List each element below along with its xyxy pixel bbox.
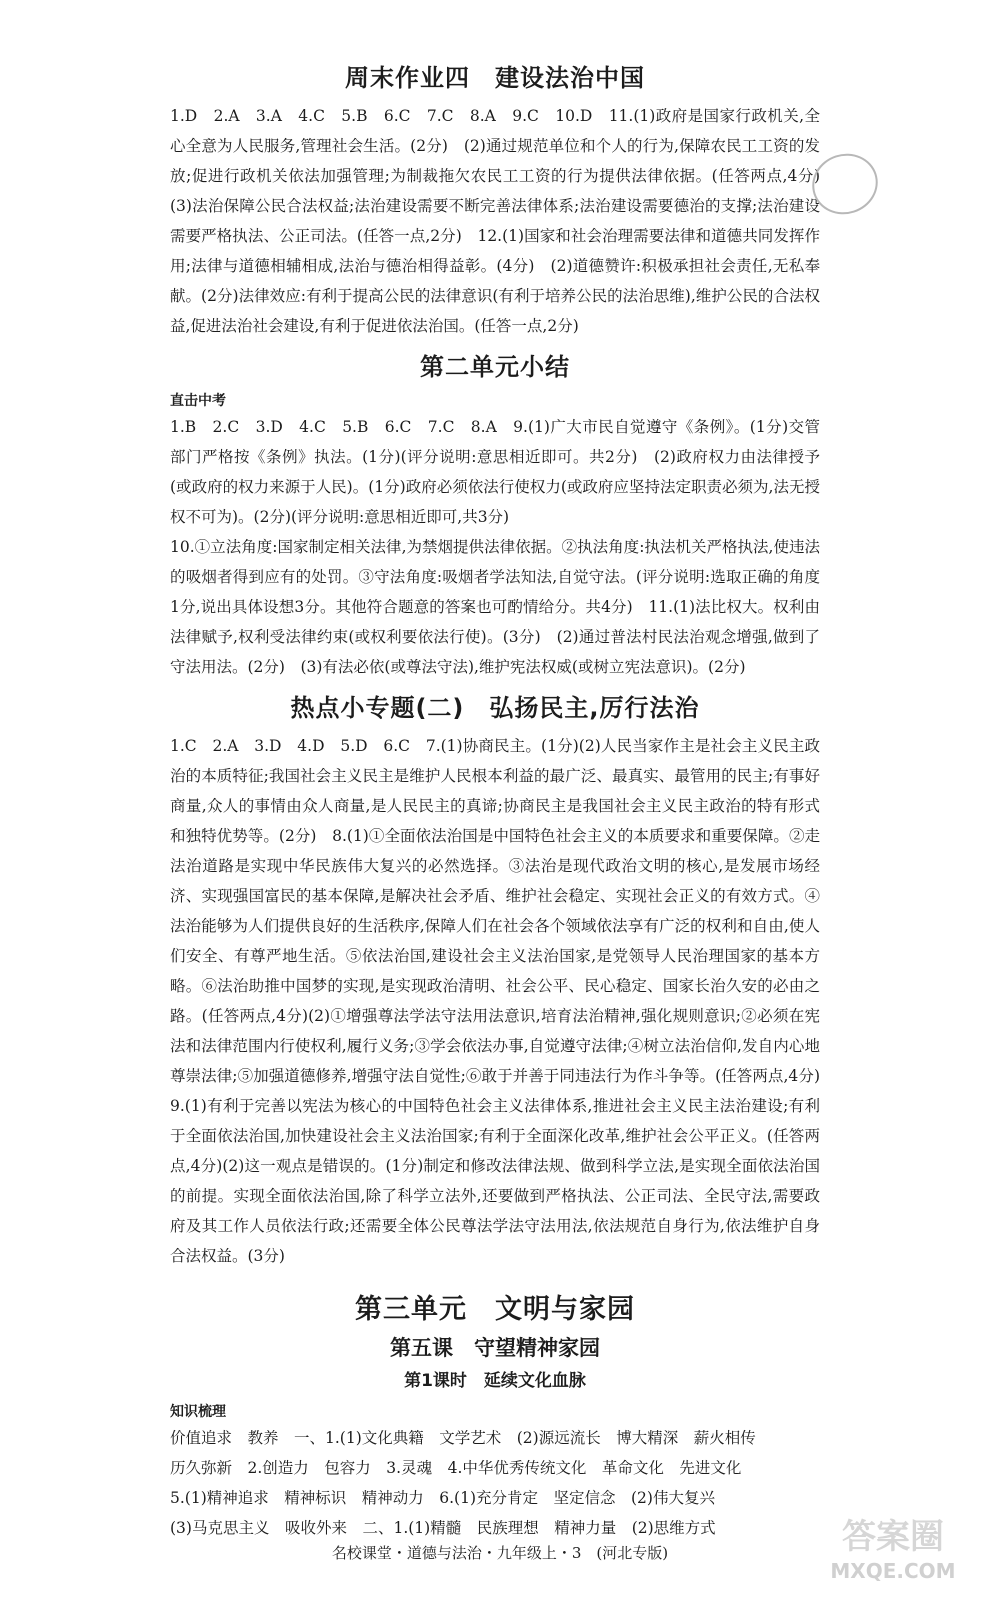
section-body-unit-2-summary-cont: 10.①立法角度:国家制定相关法律,为禁烟提供法律依据。②执法角度:执法机关严格执法,使违法的吸烟者得到应有的处罚。③守法角度:吸烟者学法知法,自觉守法。(评分说明:选取正确的角度1分,说出具体设想3分。其他符合题意的答案也可酌情给分。共4分) 11.(1)法比权大。权利由法律赋予,权利受法律约束(或权利要依法行使)。(3分) (2)通过普法村民法治观念增强,做到了守法用法。(2分) (3)有法必依(或尊法守法),维护宪法权威(或树立宪法意识)。(2分)	[170, 538, 820, 676]
watermark-url: MXQE.COM	[830, 1559, 956, 1583]
knowledge-line: (3)马克思主义 吸收外来 二、1.(1)精髓 民族理想 精神力量 (2)思维方式	[170, 1519, 716, 1537]
knowledge-line: 5.(1)精神追求 精神标识 精神动力 6.(1)充分肯定 坚定信念 (2)伟大复兴	[170, 1489, 715, 1507]
knowledge-line: 价值追求 教养 一、1.(1)文化典籍 文学艺术 (2)源远流长 博大精深 薪火相传	[170, 1429, 756, 1447]
subhead-knowledge-review: 知识梳理	[170, 1404, 226, 1420]
unit-title: 第三单元 文明与家园	[355, 1294, 635, 1325]
page-footer: 名校课堂・道德与法治・九年级上・3 (河北专版)	[331, 1544, 669, 1562]
knowledge-line: 历久弥新 2.创造力 包容力 3.灵魂 4.中华优秀传统文化 革命文化 先进文化	[170, 1459, 742, 1477]
section-body-weekend-homework-4: 1.D 2.A 3.A 4.C 5.B 6.C 7.C 8.A 9.C 10.D 11.(1)政府是国家行政机关,全心全意为人民服务,管理社会生活。(2分) (2)通过规范单位和个人的行为,保障农民工工资的发放;促进行政机关依法加强管理;为制裁拖欠农民工工资的行为提供法律依据。(任答两点,4分) (3)法治保障公民合法权益;法治建设需要不断完善法律体系;法治建设需要德治的支撑;法治建设需要严格执法、公正司法。(任答一点,2分) 12.(1)国家和社会治理需要法律和道德共同发挥作用;法律与道德相辅相成,法治与德治相得益彰。(4分) (2)道德赞许:积极承担社会责任,无私奉献。(2分)法律效应:有利于提高公民的法律意识(有利于培养公民的法治思维),维护公民的合法权益,促进法治社会建设,有利于促进依法治国。(任答一点,2分)	[170, 107, 836, 335]
watermark-main: 答案圈	[842, 1517, 944, 1557]
watermark-logo	[808, 1508, 978, 1588]
section-body-hot-topic-2: 1.C 2.A 3.D 4.D 5.D 6.C 7.(1)协商民主。(1分)(2)人民当家作主是社会主义民主政治的本质特征;我国社会主义民主是维护人民根本利益的最广泛、最真实、最管用的民主;有事好商量,众人的事情由众人商量,是人民民主的真谛;协商民主是我国社会主义民主政治的特有形式和独特优势等。(2分) 8.(1)①全面依法治国是中国特色社会主义的本质要求和重要保障。②走法治道路是实现中华民族伟大复兴的必然选择。③法治是现代政治文明的核心,是发展市场经济、实现强国富民的基本保障,是解决社会矛盾、维护社会稳定、实现社会正义的有效方式。④法治能够为人们提供良好的生活秩序,保障人们在社会各个领域依法享有广泛的权利和自由,使人们安全、有尊严地生活。⑤依法治国,建设社会主义法治国家,是党领导人民治理国家的基本方略。⑥法治助推中国梦的实现,是实现政治清明、社会公平、民心稳定、国家长治久安的必由之路。(任答两点,4分)(2)①增强尊法学法守法用法意识,培育法治精神,强化规则意识;②必须在宪法和法律范围内行使权利,履行义务;③学会依法办事,自觉遵守法律;④树立法治信仰,发自内心地尊崇法律;⑤加强道德修养,增强守法自觉性;⑥敢于并善于同违法行为作斗争等。(任答两点,4分) 9.(1)有利于完善以宪法为核心的中国特色社会主义法律体系,推进社会主义民主法治建设;有利于全面依法治国,加快建设社会主义法治国家;有利于全面深化改革,维护社会公平正义。(任答两点,4分)(2)这一观点是错误的。(1分)制定和修改法律法规、做到科学立法,是实现全面依法治国的前提。实现全面依法治国,除了科学立法外,还要做到严格执法、公正司法、全民守法,需要政府及其工作人员依法行政;还需要全体公民尊法学法守法用法,依法规范自身行为,依法维护自身合法权益。(3分)	[170, 737, 836, 1265]
section-title-hot-topic-2: 热点小专题(二) 弘扬民主,厉行法治	[290, 694, 700, 722]
answer-page	[170, 52, 836, 1543]
section-title-weekend-homework-4: 周末作业四 建设法治中国	[345, 64, 645, 92]
lesson-title: 第五课 守望精神家园	[390, 1336, 600, 1360]
period-title: 第1课时 延续文化血脉	[404, 1371, 586, 1391]
section-title-unit-2-summary: 第二单元小结	[420, 353, 570, 381]
section-body-unit-2-summary: 1.B 2.C 3.D 4.C 5.B 6.C 7.C 8.A 9.(1)广大市民自觉遵守《条例》。(1分)交管部门严格按《条例》执法。(1分)(评分说明:意思相近即可。共2分) (2)政府权力由法律授予(或政府的权力来源于人民)。(1分)政府必须依法行使权力(或政府应坚持法定职责必须为,法无授权不可为)。(2分)(评分说明:意思相近即可,共3分)	[170, 418, 820, 526]
subhead-exam-practice: 直击中考	[170, 393, 226, 409]
